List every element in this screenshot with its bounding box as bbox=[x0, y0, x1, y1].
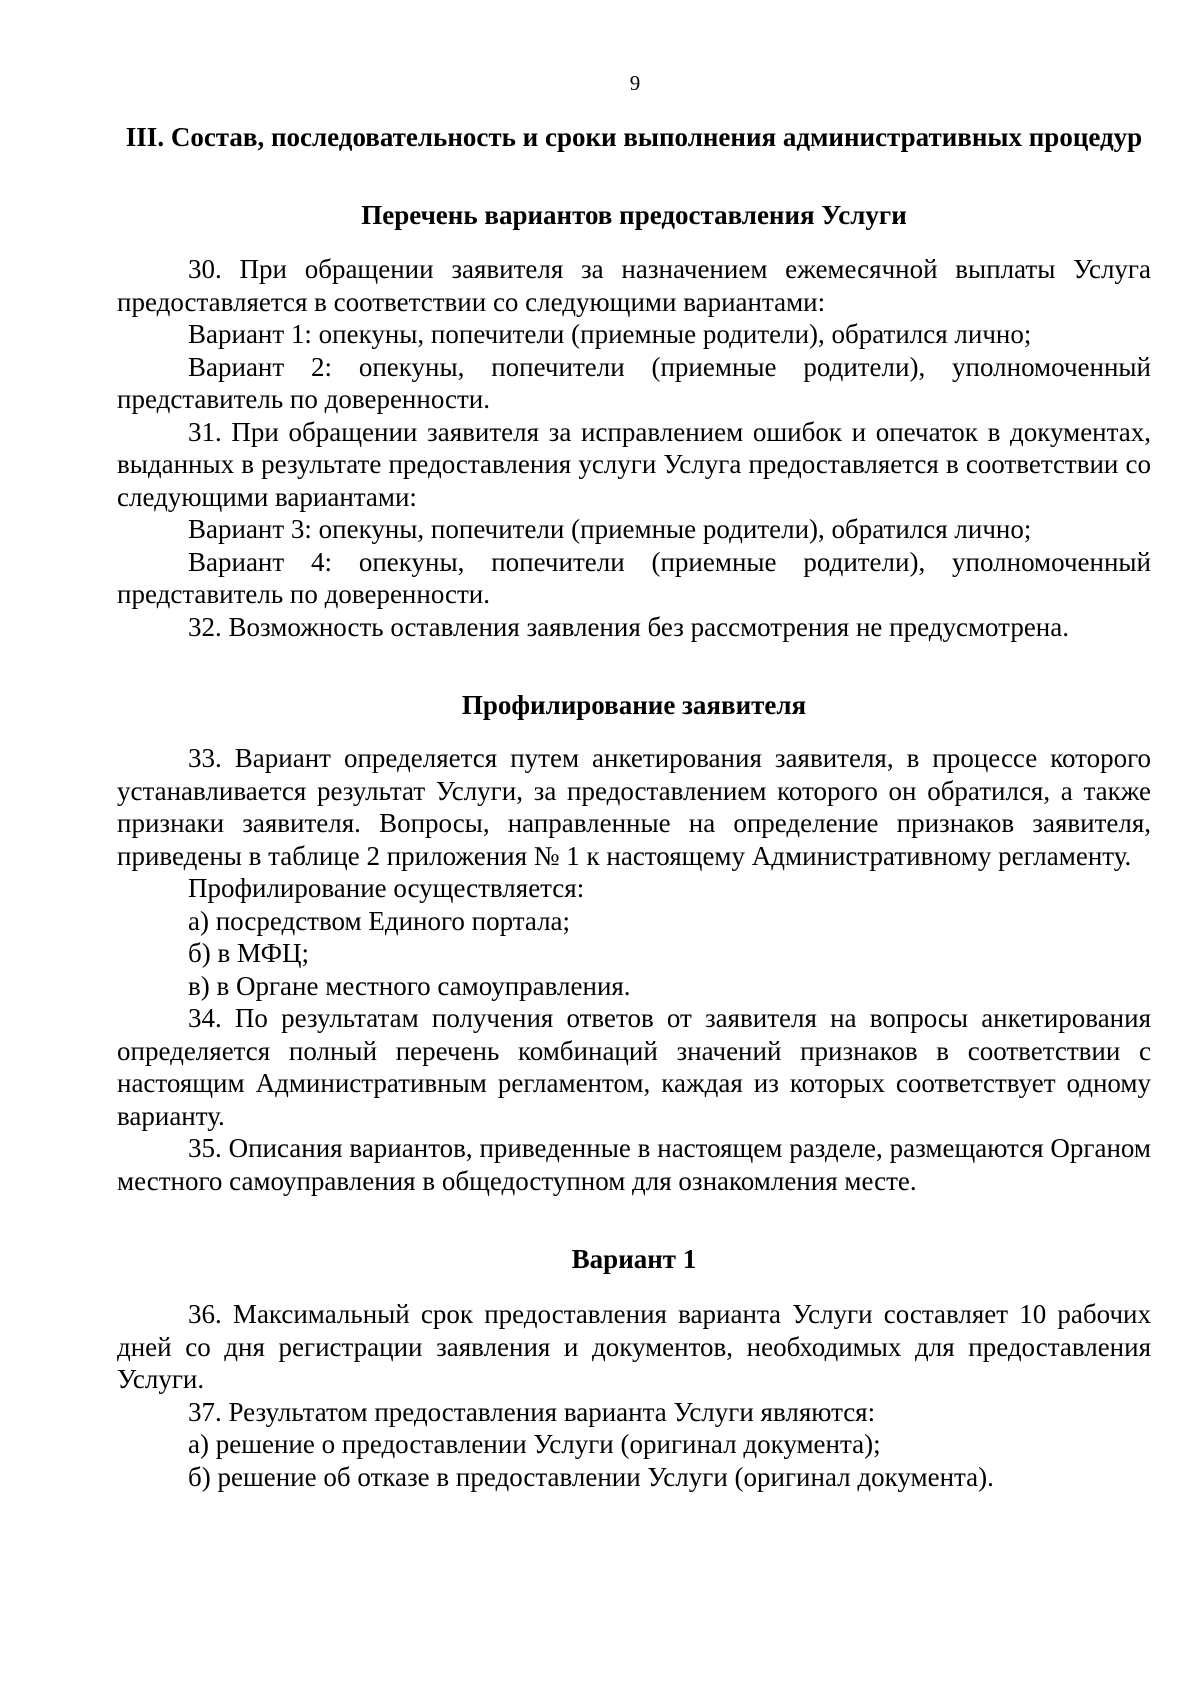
section-title: III. Состав, последовательность и сроки выполнения административных процедур bbox=[125, 122, 1143, 152]
paragraph-34: 34. По результатам получения ответов от заявителя на вопросы анкетирования определяется полный перечень комбинаций значений признаков в соответствии с настоящим Административным регламентом, каждая из которых соответствует одному варианту. bbox=[117, 1003, 1151, 1131]
list-item-v: в) в Органе местного самоуправления. bbox=[188, 970, 631, 1001]
paragraph-variant-1: Вариант 1: опекуны, попечители (приемные родители), обратился лично; bbox=[188, 319, 1032, 349]
paragraph-37: 37. Результатом предоставления варианта Услуги являются: bbox=[188, 1396, 876, 1427]
result-item-a: а) решение о предоставлении Услуги (оригинал документа); bbox=[188, 1429, 881, 1459]
subsection-title-variants-list: Перечень вариантов предоставления Услуги bbox=[361, 200, 907, 230]
paragraph-profiling-intro: Профилирование осуществляется: bbox=[188, 873, 585, 903]
paragraph-30: 30. При обращении заявителя за назначением ежемесячной выплаты Услуга предоставляется в соответствии со следующими вариантами: bbox=[117, 254, 1151, 317]
page-number: 9 bbox=[629, 71, 641, 95]
list-item-a: а) посредством Единого портала; bbox=[188, 905, 571, 936]
paragraph-variant-3: Вариант 3: опекуны, попечители (приемные родители), обратился лично; bbox=[188, 514, 1032, 544]
subsection-title-variant-1: Вариант 1 bbox=[571, 1244, 697, 1274]
paragraph-36: 36. Максимальный срок предоставления варианта Услуги составляет 10 рабочих дней со дня регистрации заявления и документов, необходимых для предоставления Услуги. bbox=[117, 1299, 1151, 1394]
paragraph-35: 35. Описания вариантов, приведенные в настоящем разделе, размещаются Органом местного самоуправления в общедоступном для ознакомления месте. bbox=[117, 1133, 1151, 1196]
paragraph-33: 33. Вариант определяется путем анкетирования заявителя, в процессе которого устанавливается результат Услуги, за предоставлением которого он обратился, а также признаки заявителя. Вопросы, направленные на определение признаков заявителя, приведены в таблице 2 приложения № 1 к настоящему Административному регламенту. bbox=[117, 743, 1151, 871]
result-item-b: б) решение об отказе в предоставлении Услуги (оригинал документа). bbox=[188, 1461, 994, 1492]
paragraph-variant-4: Вариант 4: опекуны, попечители (приемные родители), уполномоченный представитель по доверенности. bbox=[117, 546, 1151, 609]
paragraph-31: 31. При обращении заявителя за исправлением ошибок и опечаток в документах, выданных в результате предоставления услуги Услуга предоставляется в соответствии со следующими вариантами: bbox=[117, 416, 1151, 512]
document-body bbox=[117, 120, 1151, 1493]
paragraph-32: 32. Возможность оставления заявления без рассмотрения не предусмотрена. bbox=[188, 611, 1069, 642]
list-item-b: б) в МФЦ; bbox=[188, 938, 309, 968]
subsection-title-profiling: Профилирование заявителя bbox=[461, 690, 807, 720]
paragraph-variant-2: Вариант 2: опекуны, попечители (приемные родители), уполномоченный представитель по доверенности. bbox=[117, 351, 1151, 414]
